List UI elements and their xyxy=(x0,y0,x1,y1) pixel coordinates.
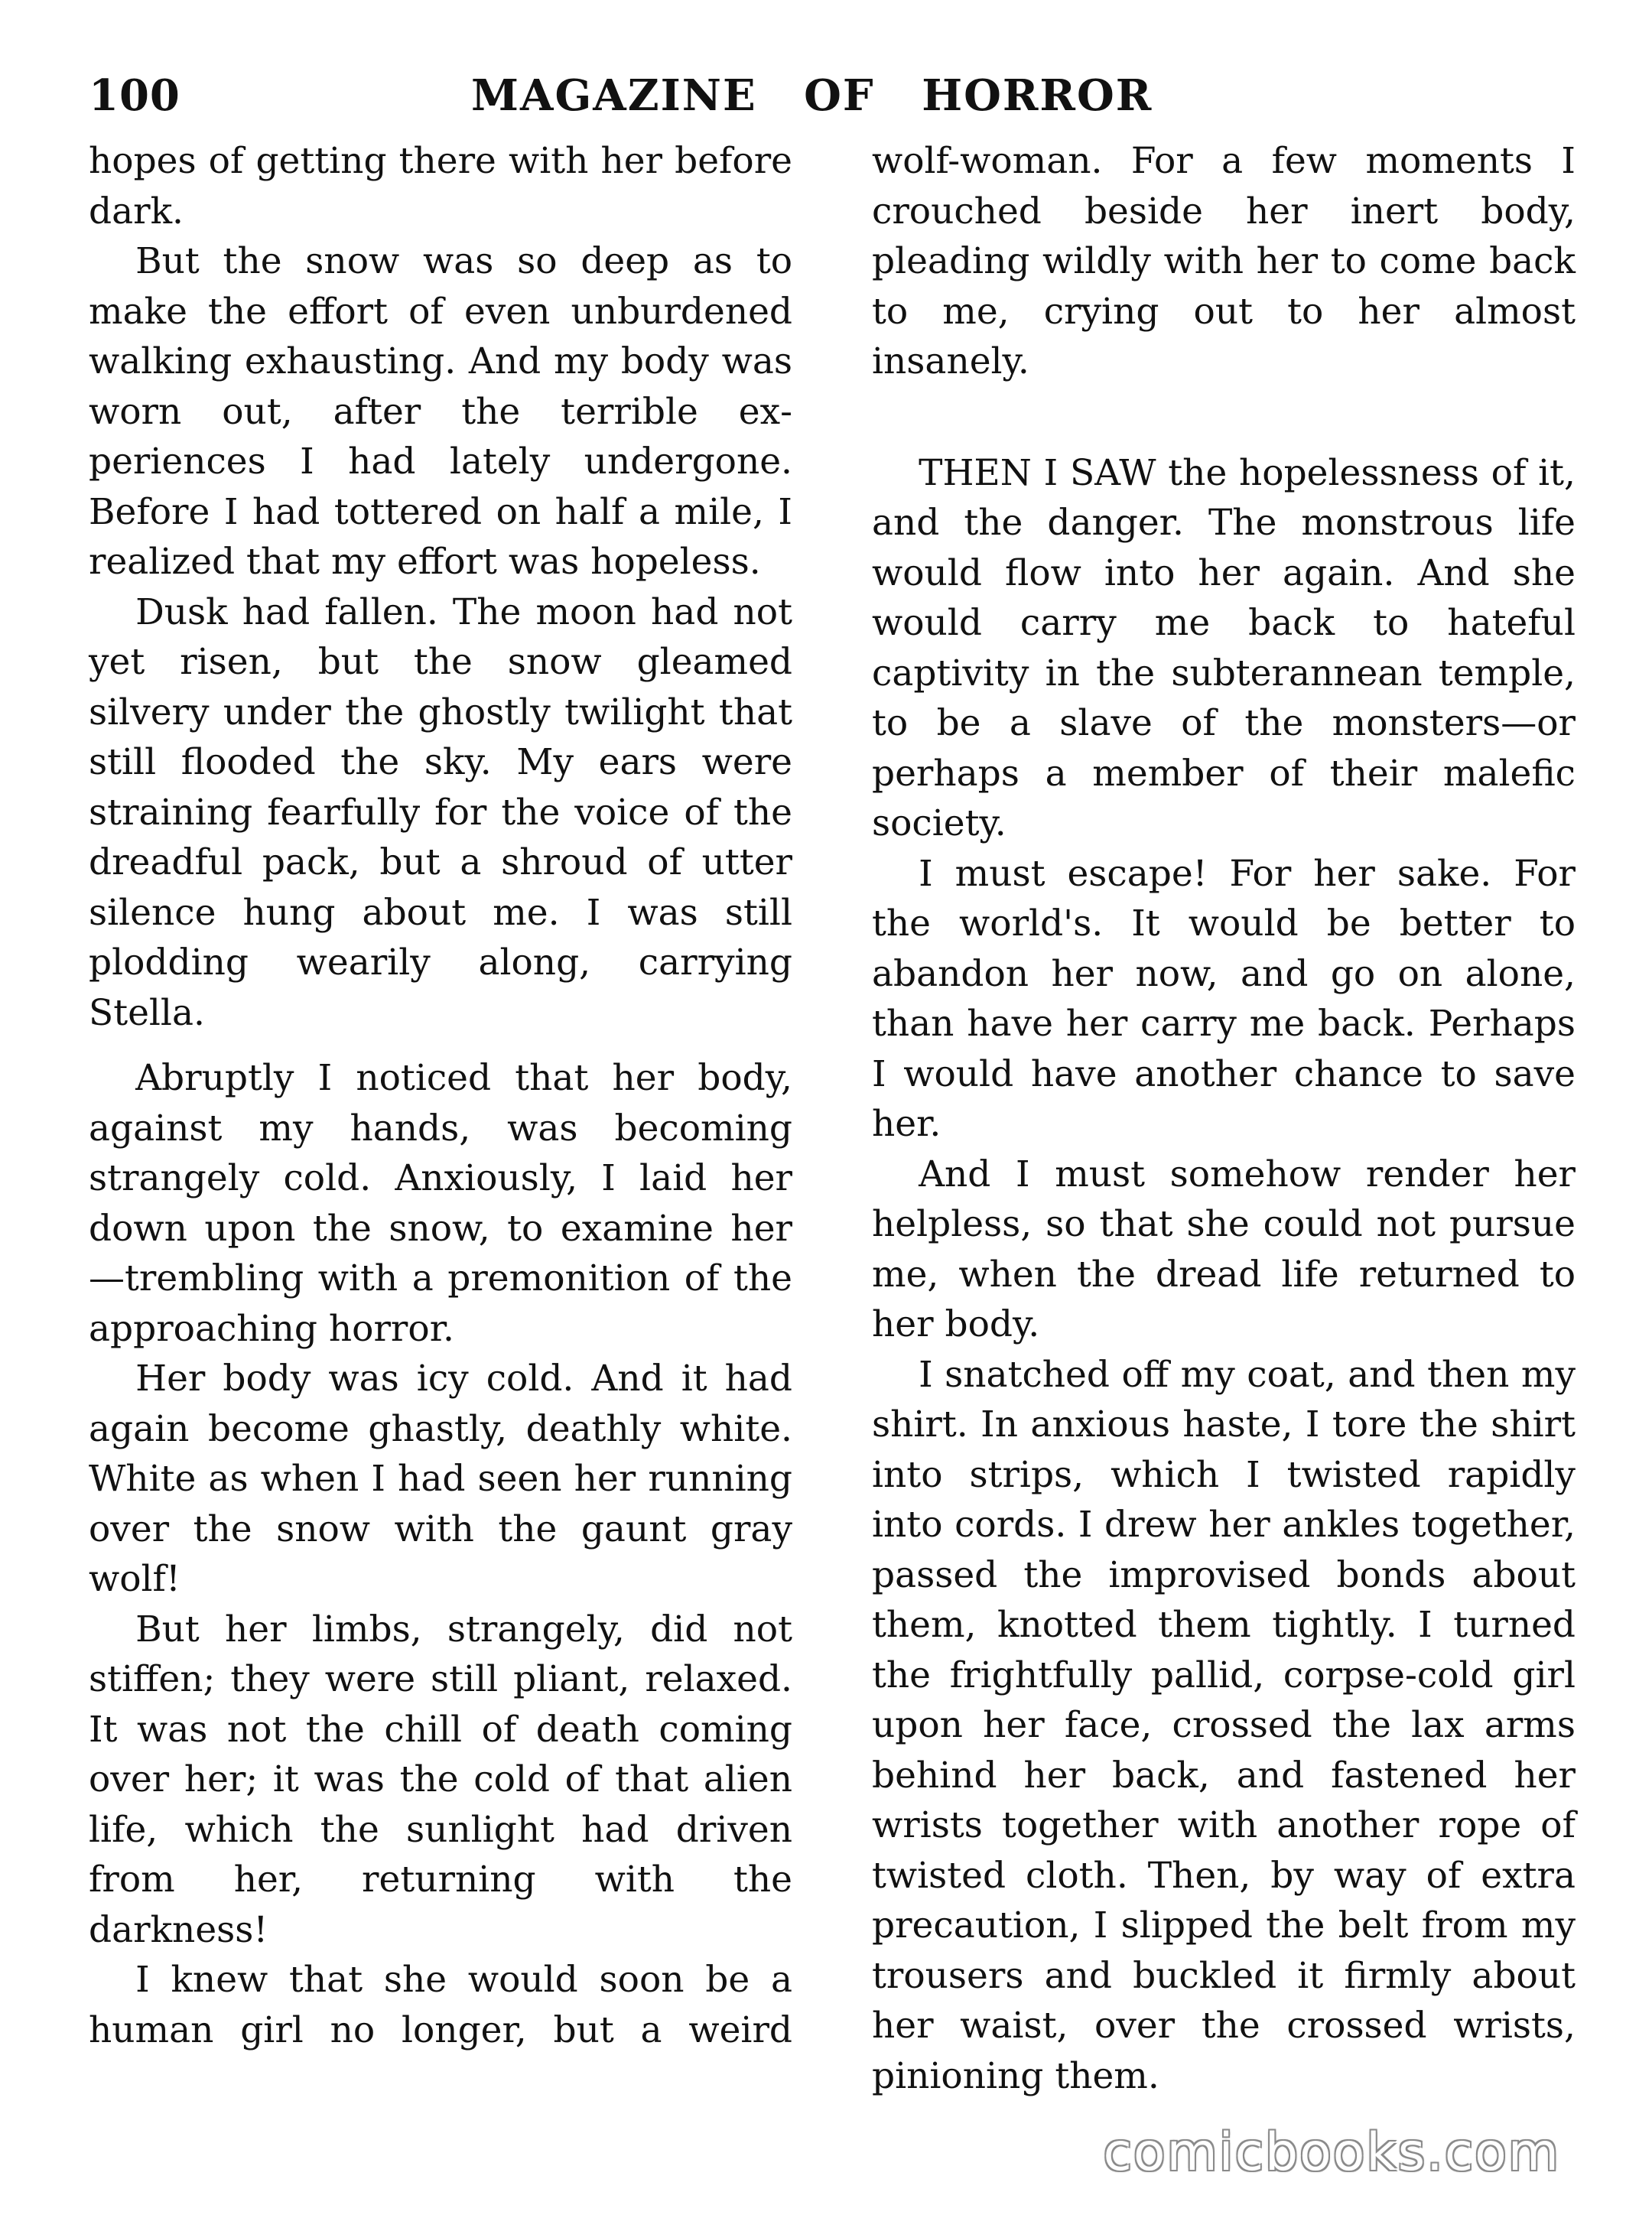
left-column xyxy=(89,136,792,2055)
paragraph: Her body was icy cold. And it had again become ghastly, deathly white. White as when I had seen her running over the snow with the gaunt gray wolf! xyxy=(89,1358,792,1600)
right-column xyxy=(872,136,1576,2101)
paragraph: And I must somehow render her helpless, so that she could not pursue me, when the dread life returned to her body. xyxy=(872,1153,1576,1345)
paragraph: Abruptly I noticed that her body, against my hands, was becoming strangely cold. Anxiously, I laid her down upon the snow, to examine her—trembling with a premonition of the approaching horror. xyxy=(89,1057,792,1350)
page-number: 100 xyxy=(89,70,180,121)
paragraph: wolf-woman. For a few moments I crouched beside her inert body, pleading wildly with her to come back to me, crying out to her almost insanely. xyxy=(872,140,1576,382)
paragraph: hopes of getting there with her before dark. xyxy=(89,140,792,233)
running-title: MAGAZINE OF HORROR xyxy=(471,70,1153,121)
paragraph: But the snow was so deep as to make the effort of even unburdened walking exhausting. And my body was worn out, after the terrible experiences I had lately undergone. Before I had tottered on half a mile, I realized that my effort was hopeless. xyxy=(89,240,792,583)
paragraph: But her limbs, strangely, did not stiffen; they were still pliant, relaxed. It was not the chill of death coming over her; it was the cold of that alien life, which the sunlight had driven from her, returning with the darkness! xyxy=(89,1608,792,1951)
paragraph: Dusk had fallen. The moon had not yet risen, but the snow gleamed silvery under the ghostly twilight that still flooded the sky. My ears were straining fearfully for the voice of the dreadful pack, but a shroud of utter silence hung about me. I was still plodding wearily along, carrying Stella. xyxy=(89,590,792,1034)
paragraph: I must escape! For her sake. For the world's. It would be better to abandon her now, and go on alone, than have her carry me back. Perhaps I would have another chance to save her. xyxy=(872,852,1576,1145)
section-break-paragraph: THEN I SAW the hopelessness of it, and the danger. The monstrous life would flow into her again. And she would carry me back to hateful captivity in the subterannean temple, to be a slave of the monsters—or perhaps a member of their malefic society. xyxy=(872,451,1576,844)
page-header xyxy=(89,70,1527,132)
watermark: comicbooks.com xyxy=(1103,2122,1560,2183)
paragraph: I knew that she would soon be a human girl no longer, but a weird xyxy=(89,1959,792,2051)
paragraph: I snatched off my coat, and then my shirt. In anxious haste, I tore the shirt into strips, which I twisted rapidly into cords. I drew her ankles together, passed the improvised bonds about them, knotted them tightly. I turned the frightfully pallid, corpse-cold girl upon her face, crossed the lax arms behind her back, and fastened her wrists together with another rope of twisted cloth. Then, by way of extra precaution, I slipped the belt from my trousers and buckled it firmly about her waist, over the crossed wrists, pinioning them. xyxy=(872,1353,1576,2097)
